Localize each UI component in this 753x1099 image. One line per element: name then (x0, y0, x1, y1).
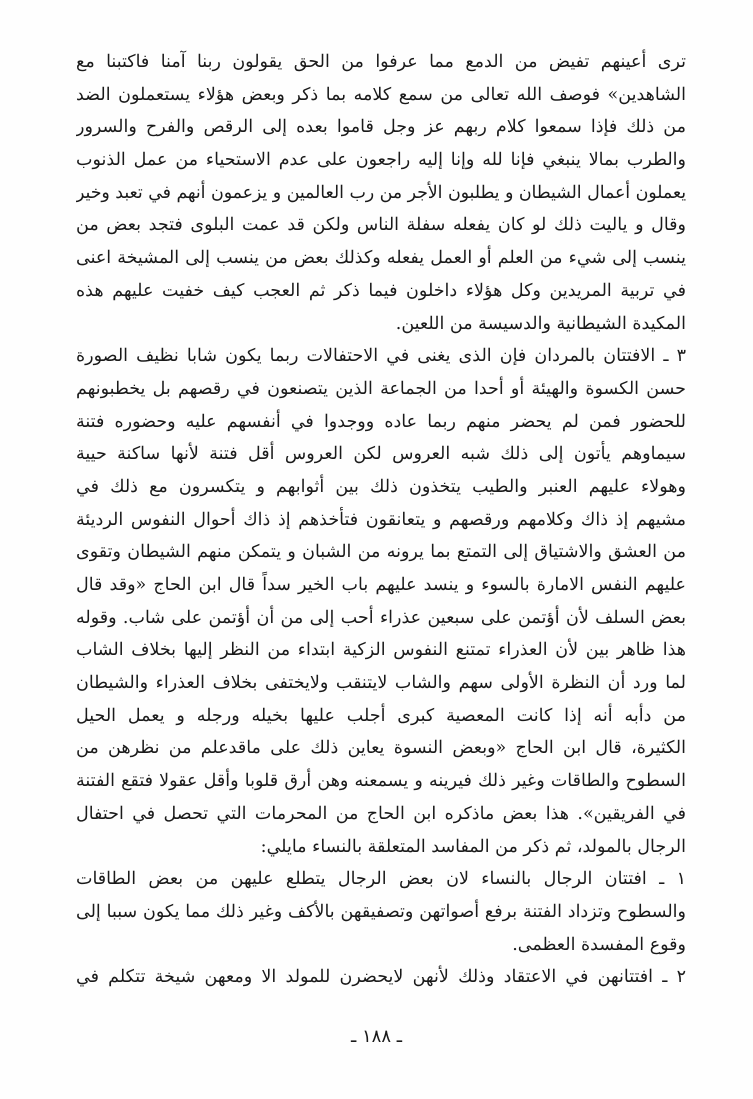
text-line: يعملون أعمال الشيطان و يطلبون الأجر من رب العالمين و يزعمون أنهم في تعبد وخير (76, 182, 686, 203)
page-number: ـ ١٨٨ ـ (350, 1026, 402, 1047)
text-line: مشيهم إذ ذاك وكلامهم ورقصهم و يتعانقون فتأخذهم إذ ذاك أحوال النفوس الرديئة (76, 509, 686, 530)
text-line: من العشق والاشتياق إلى التمتع بما يرونه من الشبان و يتمكن منهم الشيطان وتقوى (76, 542, 686, 563)
text-line: من ذلك فإذا سمعوا كلام ربهم عز وجل قاموا بعده إلى الرقص والفرح والسرور (76, 117, 686, 138)
text-line: ١ ـ افتتان الرجال بالنساء لان بعض الرجال يتطلع عليهن من بعض الطاقات (76, 869, 686, 890)
text-line: المكيدة الشيطانية والدسيسة من اللعين. (395, 313, 686, 334)
text-line: ٣ ـ الافتتان بالمردان فإن الذى يغنى في الاحتفالات ربما يكون شابا نظيف الصورة (76, 346, 686, 367)
text-line: سيماوهم يأتون إلى ذلك شبه العروس لكن العروس أقل فتنة لأنها ساكنة حيية (76, 444, 686, 465)
text-line: الشاهدين» فوصف الله تعالى من سمع كلامه بما ذكر وبعض هؤلاء يستعملون الضد (76, 84, 686, 105)
text-line: وقوع المفسدة العظمى. (512, 934, 686, 955)
text-line: في الفريقين». هذا بعض ماذكره ابن الحاج من المحرمات التي تحصل في احتفال (76, 803, 686, 824)
text-line: ترى أعينهم تفيض من الدمع مما عرفوا من الحق يقولون ربنا آمنا فاكتبنا مع (76, 52, 686, 72)
text-line: للحضور فمن لم يحضر منهم ربما عاده ووجدوا في أنفسهم عليه وحضوره فتنة (76, 411, 686, 432)
body-text (76, 46, 686, 994)
text-line: والطرب بمالا ينبغي فإنا لله وإنا إليه راجعون على عدم الاستحياء من عمل الذنوب (76, 150, 686, 171)
text-line: حسن الكسوة والهيئة أو أحدا من الجماعة الذين يتصنعون في رقصهم بل يخطبونهم (76, 378, 686, 399)
text-line: والسطوح وتزداد الفتنة برفع أصواتهن وتصفيقهن بالأكف وغير ذلك مما يكون سببا إلى (76, 901, 686, 922)
text-line: وهولاء عليهم العنبر والطيب يتخذون ذلك بين أثوابهم و يتكسرون مع ذلك في (76, 476, 686, 497)
text-line: ينسب إلى شيء من العلم أو العمل يفعله وكذلك بعض من ينسب إلى المشيخة اعنى (76, 248, 686, 269)
text-line: الكثيرة، قال ابن الحاج «وبعض النسوة يعاين ذلك على ماقدعلم من نظرهن من (76, 738, 686, 759)
text-line: ٢ ـ افتتانهن في الاعتقاد وذلك لأنهن لايحضرن للمولد الا ومعهن شيخة تتكلم في (76, 967, 686, 988)
text-line: السطوح والطاقات وغير ذلك فيرينه و يسمعنه وهن أرق قلوبا وأقل عقولا فتقع الفتنة (76, 771, 686, 792)
text-line: بعض السلف لأن أؤتمن على سبعين عذراء أحب إلى من أن أؤتمن على شاب. وقوله (76, 607, 686, 628)
text-line: الرجال بالمولد، ثم ذكر من المفاسد المتعلقة بالنساء مايلي: (260, 836, 686, 857)
text-line: لما ورد أن النظرة الأولى سهم والشاب لايتنقب ولايختفى بخلاف العذراء والشيطان (76, 673, 686, 694)
text-line: وقال و ياليت ذلك لو كان يفعله سفلة الناس ولكن قد عمت البلوى فتجد بعض من (76, 215, 686, 236)
text-line: في تربية المريدين وكل هؤلاء داخلون فيما ذكر ثم العجب كيف خفيت عليهم هذه (76, 280, 686, 301)
text-line: عليهم النفس الامارة بالسوء و ينسد عليهم باب الخير سداً قال ابن الحاج «وقد قال (76, 575, 686, 595)
text-line: هذا ظاهر بين لأن العذراء تمتنع النفوس الزكية ابتداء من النظر إليها بخلاف الشاب (76, 640, 686, 661)
text-line: من دأبه أنه إذا كانت المعصية كبرى أجلب عليها بخيله ورجله و يعمل الحيل (76, 705, 686, 726)
